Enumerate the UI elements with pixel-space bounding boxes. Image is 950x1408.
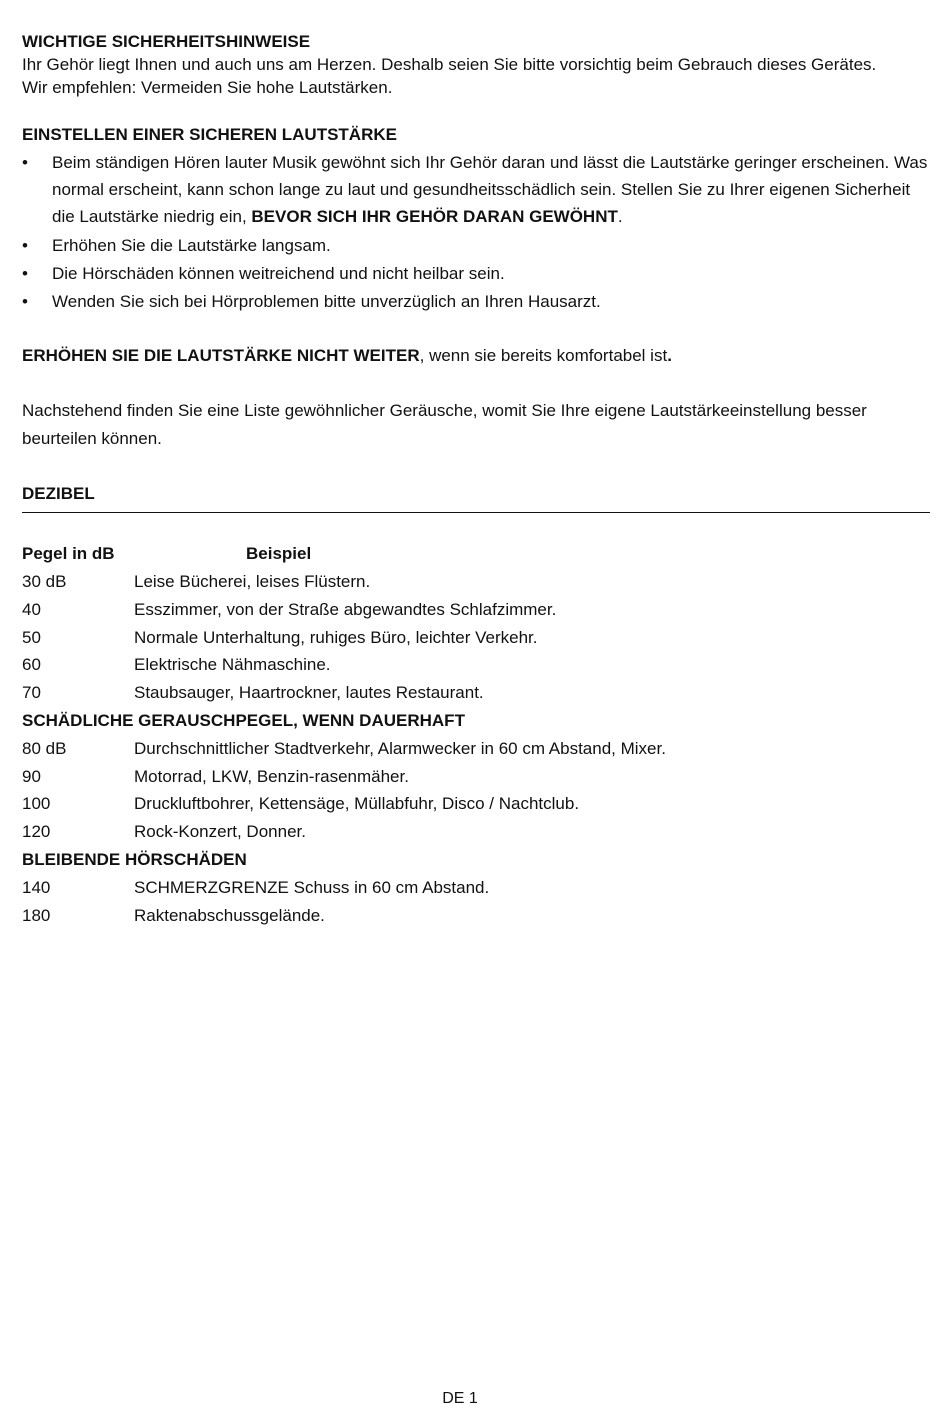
bullet-1-bold: BEVOR SICH IHR GEHÖR DARAN GEWÖHNT bbox=[251, 207, 618, 226]
row-example: Esszimmer, von der Straße abgewandtes Schlafzimmer. bbox=[134, 599, 557, 619]
table-row bbox=[22, 624, 930, 652]
row-level: 40 bbox=[22, 599, 41, 619]
bullet-dot: • bbox=[22, 292, 28, 311]
row-level: 70 bbox=[22, 683, 41, 703]
table-row bbox=[22, 651, 930, 679]
list-intro: Nachstehend finden Sie eine Liste gewöhnlicher Geräusche, womit Sie Ihre eigene Lautstärkeeinstellung besser beurteilen können. bbox=[22, 401, 867, 448]
noise-group-normal bbox=[22, 568, 930, 707]
row-level: 60 bbox=[22, 655, 41, 675]
bullet-item-3 bbox=[22, 260, 930, 287]
column-header-level: Pegel in dB bbox=[22, 544, 115, 563]
bullet-dot: • bbox=[22, 236, 28, 255]
row-example: Motorrad, LKW, Benzin-rasenmäher. bbox=[134, 766, 409, 786]
row-example: Staubsauger, Haartrockner, lautes Restaurant. bbox=[134, 683, 484, 703]
row-example: Normale Unterhaltung, ruhiges Büro, leichter Verkehr. bbox=[134, 627, 538, 647]
safety-bullet-list bbox=[22, 149, 930, 315]
warning-rest: , wenn sie bereits komfortabel ist bbox=[419, 346, 668, 365]
bullet-item-1 bbox=[22, 149, 930, 230]
row-level: 80 dB bbox=[22, 738, 67, 758]
bullet-item-4 bbox=[22, 288, 930, 315]
table-row bbox=[22, 568, 930, 596]
row-level: 120 bbox=[22, 822, 51, 842]
table-row bbox=[22, 763, 930, 791]
row-level: 100 bbox=[22, 794, 51, 814]
noise-group-permanent bbox=[22, 874, 930, 930]
table-row bbox=[22, 874, 930, 902]
bullet-1-text: Beim ständigen Hören lauter Musik gewöhnt sich Ihr Gehör daran und lässt die Lautstärke geringer erscheinen. Was normal erscheint, kann schon lange zu laut und gesundheitsschädlich sein. Stellen Sie zu Ihrer eigenen Sicherheit die Lautstärke niedrig ein, bbox=[52, 153, 928, 226]
row-example: Raktenabschussgelände. bbox=[134, 905, 325, 925]
row-level: 30 dB bbox=[22, 572, 67, 591]
bullet-4-text: Wenden Sie sich bei Hörproblemen bitte unverzüglich an Ihren Hausarzt. bbox=[52, 292, 601, 311]
bullet-1-end: . bbox=[617, 207, 623, 226]
row-level: 180 bbox=[22, 905, 51, 925]
decibel-title: DEZIBEL bbox=[22, 484, 95, 503]
table-row bbox=[22, 735, 930, 763]
table-row bbox=[22, 790, 930, 818]
row-example: Druckluftbohrer, Kettensäge, Müllabfuhr, Disco / Nachtclub. bbox=[134, 794, 580, 814]
row-example: Rock-Konzert, Donner. bbox=[134, 822, 306, 842]
row-example: Elektrische Nähmaschine. bbox=[134, 655, 331, 675]
page-number: DE 1 bbox=[442, 1390, 478, 1407]
safety-title: WICHTIGE SICHERHEITSHINWEISE bbox=[22, 32, 311, 51]
harmful-levels-title: SCHÄDLICHE GERAUSCHPEGEL, WENN DAUERHAFT bbox=[22, 710, 465, 730]
table-row bbox=[22, 596, 930, 624]
row-example: SCHMERZGRENZE Schuss in 60 cm Abstand. bbox=[134, 877, 490, 897]
volume-section-title: EINSTELLEN EINER SICHEREN LAUTSTÄRKE bbox=[22, 125, 397, 144]
row-level: 90 bbox=[22, 766, 41, 786]
bullet-3-text: Die Hörschäden können weitreichend und nicht heilbar sein. bbox=[52, 264, 505, 283]
volume-warning bbox=[22, 342, 930, 370]
bullet-item-2 bbox=[22, 232, 930, 259]
bullet-dot: • bbox=[22, 153, 28, 172]
column-header-example: Beispiel bbox=[246, 544, 312, 563]
bullet-2-text: Erhöhen Sie die Lautstärke langsam. bbox=[52, 236, 331, 255]
document-page bbox=[22, 30, 930, 929]
row-level: 50 bbox=[22, 627, 41, 647]
row-example: Leise Bücherei, leises Flüstern. bbox=[134, 572, 371, 591]
row-example: Durchschnittlicher Stadtverkehr, Alarmwecker in 60 cm Abstand, Mixer. bbox=[134, 738, 666, 758]
table-header bbox=[22, 540, 930, 568]
noise-group-harmful bbox=[22, 735, 930, 846]
warning-end: . bbox=[667, 346, 672, 365]
table-row bbox=[22, 902, 930, 930]
permanent-damage-title: BLEIBENDE HÖRSCHÄDEN bbox=[22, 849, 247, 869]
intro-line-2: Wir empfehlen: Vermeiden Sie hohe Lautstärken. bbox=[22, 78, 393, 97]
bullet-dot: • bbox=[22, 264, 28, 283]
row-level: 140 bbox=[22, 877, 51, 897]
table-row bbox=[22, 679, 930, 707]
intro-line-1: Ihr Gehör liegt Ihnen und auch uns am Herzen. Deshalb seien Sie bitte vorsichtig beim Gebrauch dieses Gerätes. bbox=[22, 55, 877, 74]
table-row bbox=[22, 818, 930, 846]
warning-bold: ERHÖHEN SIE DIE LAUTSTÄRKE NICHT WEITER bbox=[22, 346, 420, 365]
